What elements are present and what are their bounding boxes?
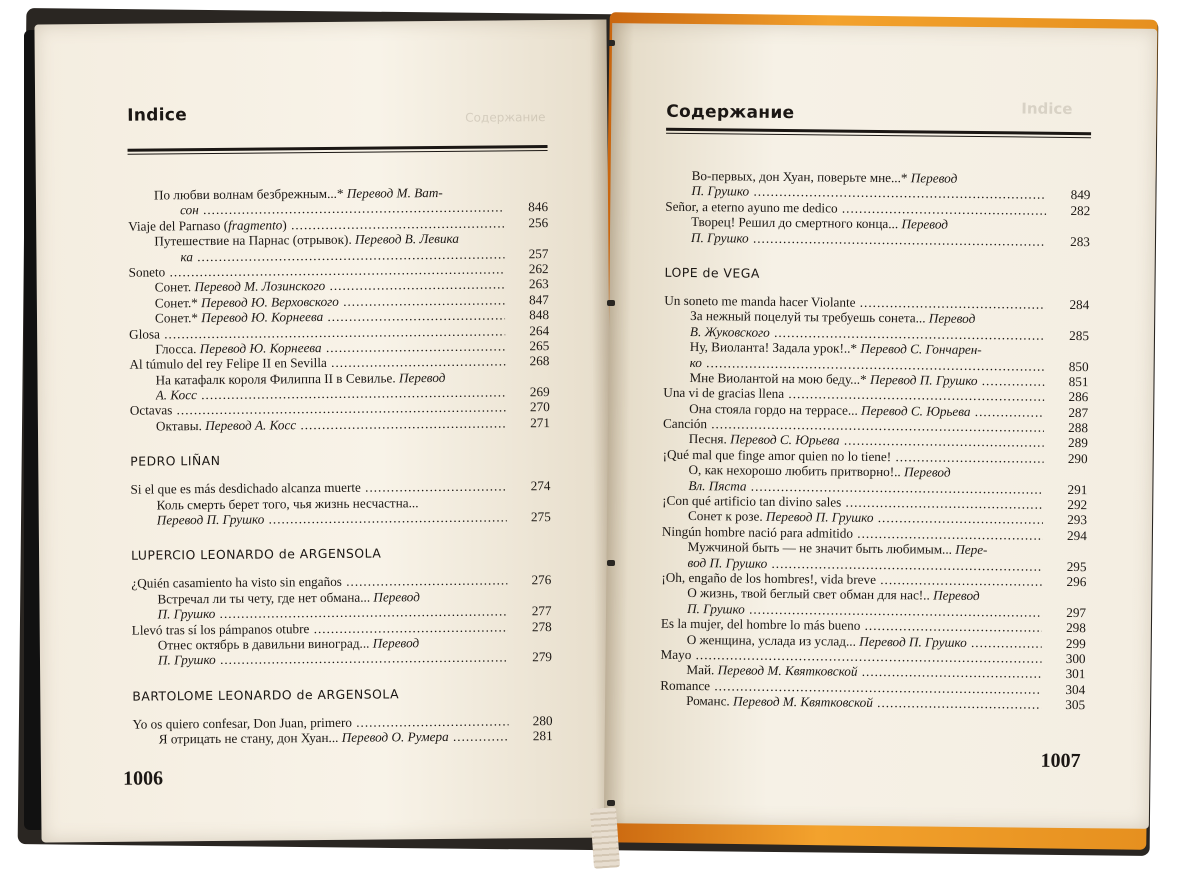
toc-entry-page-number: 850 [1049,358,1089,374]
toc-entry-page-number: 274 [510,478,550,494]
toc-entry-page-number: 294 [1047,528,1087,544]
toc-entry-text: Una vi de gracias llena [663,385,784,401]
toc-entry-page-number: 848 [509,307,549,323]
toc-entry-translator: Перевод [929,311,976,326]
toc-entry-page-number: 292 [1047,497,1087,513]
toc-entry-text: Сонет к розе. [688,508,766,524]
toc-entry-text: О жизнь, твой беглый свет обман для нас!.. [687,585,933,603]
toc-entry-translator: Перевод [904,464,951,479]
toc-entry-page-number: 279 [512,649,552,665]
toc-entry-page-number: 290 [1048,451,1088,467]
toc-entry-text: О, как нехорошо любить притворно!.. [688,462,904,479]
toc-entry-page-number: 295 [1046,558,1086,574]
toc-entry-translator: П. Грушко [691,230,749,246]
toc-entry-translator: Перевод М. Квятковской [733,694,873,710]
toc-entry-translator: Перевод Ю. Верховского [201,294,339,310]
toc-entry-translator: Перевод О. Румера [342,729,449,745]
toc-entry-translator: Перевод П. Грушко [157,512,265,528]
toc-entry-text: За нежный поцелуй ты требуешь сонета... [690,308,929,325]
toc-entry-page-number: 851 [1048,374,1088,390]
toc-entry-page-number: 293 [1047,512,1087,528]
toc-entry-text: Творец! Решил до смертного конца... [691,214,902,231]
toc-entry-translator: fragmento [228,217,282,232]
toc-entry-text: Мужчиной быть — не значит быть любимым... [688,539,956,557]
toc-entry-text: Un soneto me manda hacer Violante [664,293,855,310]
toc-entry-translator: В. Жуковского [690,324,770,340]
toc-entry-text: Октавы. [156,418,205,433]
toc-entry-text: ¿Quién casamiento ha visto sin engaños [131,574,342,591]
binding-stitch [607,300,615,306]
toc-entry [133,728,553,747]
author-section-title: LOPE de VEGA [664,263,1089,287]
toc-entry-text: Мне Виолантой на мою беду...* [689,370,870,387]
toc-entry-translator: Перевод [373,589,420,604]
toc-entry-translator: Перевод Ю. Корнеева [201,309,323,325]
toc-entry-text: О женщина, услада из услад... [687,632,860,649]
toc-entry-translator: Перевод [399,370,446,385]
toc-entry-page-number: 264 [509,323,549,339]
toc-entry-translator: П. Грушко [687,601,745,617]
toc-entry-text: Коль смерть берет того, чья жизнь несчастна... [157,495,419,512]
author-section-title: LUPERCIO LEONARDO de ARGENSOLA [131,542,551,566]
toc-entry-translator: Перевод [901,216,948,231]
toc-entry-translator: Перевод [911,170,958,185]
toc-entry-text: Es la mujer, del hombre lo más bueno [661,616,861,633]
toc-entry-translator: сон [180,202,199,217]
toc-entry-text: Май. [686,662,717,677]
toc-entry-page-number: 286 [1048,389,1088,405]
toc-entry-page-number: 298 [1046,620,1086,636]
toc-entry-text: Llevó tras sí los pámpanos otubre [132,621,310,638]
toc-entry-text: Yo os quiero confesar, Don Juan, primero [132,715,351,732]
toc-entry-translator: Перевод [373,635,420,650]
toc-entry-title [159,729,509,747]
toc-entry-text: Viaje del Parnaso ( [128,218,228,234]
toc-entry-page-number: 283 [1050,233,1090,249]
toc-entry-text: Путешествие на Парнас (отрывок). [154,232,355,249]
toc-entry-text: На катафалк короля Филиппа II в Севилье. [155,370,399,387]
toc-entry-title [156,415,506,433]
toc-entry-translator: Перевод С. Гончарен- [860,341,982,357]
toc-entry-text: Señor, a eterno ayuno me dedico [665,199,837,216]
toc-entry-translator: Перевод [933,588,980,603]
toc-entry-text: Глосса. [155,341,200,356]
toc-entry-text: Я отрицать не стану, дон Хуан... [159,730,342,747]
toc-entry-translator: Перевод М. Ват- [347,185,443,201]
toc-entry-page-number: 276 [511,572,551,588]
left-toc [128,184,553,747]
toc-entry-translator: П. Грушко [158,652,216,668]
toc-entry-page-number: 280 [512,713,552,729]
toc-entry-text: Romance [660,677,710,693]
toc-entry-text: Canción [663,416,707,431]
toc-entry-page-number: 284 [1049,297,1089,313]
toc-entry-text: ¡Oh, engaño de los hombres!, vida breve [661,570,876,587]
toc-entry-page-number: 849 [1050,187,1090,203]
show-through-text: Indice [1021,99,1072,118]
toc-entry-page-number: 269 [510,384,550,400]
toc-entry-translator: Пере- [955,542,987,557]
toc-entry-page-number: 847 [509,292,549,308]
toc-entry-page-number: 263 [509,276,549,292]
toc-entry-page-number: 296 [1046,574,1086,590]
toc-entry-text: Al túmulo del rey Felipe II en Sevilla [129,355,327,372]
show-through-text: Содержание [465,110,545,125]
toc-entry-page-number: 304 [1045,681,1085,697]
toc-entry-title [157,509,507,527]
toc-entry-text: Octavas [130,403,173,418]
toc-entry-page-number: 305 [1045,697,1085,713]
toc-entry-page-number: 270 [510,399,550,415]
toc-entry-translator: Вл. Пяста [688,478,746,494]
toc-entry-page-number: 285 [1049,327,1089,343]
toc-entry-translator: вод П. Грушко [687,555,767,571]
toc-entry-page-number: 846 [508,199,548,215]
right-folio: 1007 [1040,750,1080,773]
toc-entry-translator: А. Косс [156,387,197,402]
left-page [34,20,613,843]
toc-entry-tail: ) [282,217,287,232]
author-section-title: PEDRO LIÑAN [130,448,550,472]
toc-entry-text: Soneto [129,264,166,279]
toc-entry-page-number: 271 [510,415,550,431]
toc-entry-text: По любви волнам безбрежным...* [154,186,347,203]
toc-entry-text: ¡Qué mal que finge amor quien no lo tiene! [663,447,892,464]
toc-entry-text: Si el que es más desdichado alcanza muerte [130,480,360,497]
toc-entry-page-number: 277 [512,603,552,619]
toc-entry-page-number: 281 [513,728,553,744]
toc-entry-page-number: 256 [508,215,548,231]
toc-entry-title [686,693,1041,712]
toc-entry-translator: ко [690,355,702,370]
toc-entry-text: Сонет. [155,279,195,294]
toc-entry-text: Отнес октябрь в давильни виноград... [158,636,373,653]
toc-entry-text: Встречал ли ты чету, где нет обмана... [157,589,373,606]
toc-entry-text: ¡Con qué artificio tan divino sales [662,493,841,510]
toc-entry-translator: Перевод П. Грушко [859,633,967,649]
toc-entry-translator: Перевод А. Косс [205,417,296,433]
toc-entry-translator: Перевод М. Квятковской [718,663,858,679]
toc-entry-translator: Перевод Ю. Корнеева [200,340,322,356]
toc-entry-translator: Перевод П. Грушко [870,372,978,388]
toc-entry-translator: Перевод В. Левика [355,231,459,247]
toc-entry-text: Mayo [661,647,692,662]
toc-entry-text: Романс. [686,693,733,708]
toc-entry-title [158,650,508,668]
toc-entry-text: Ну, Виоланта! Задала урок!..* [690,339,861,356]
toc-entry-translator: П. Грушко [158,606,216,622]
toc-entry-translator: Перевод С. Юрьева [861,402,971,418]
toc-entry-page-number: 297 [1046,605,1086,621]
toc-entry-text: Ningún hombre nació para admitido [662,524,853,541]
right-toc [660,168,1091,713]
toc-entry-page-number: 299 [1046,635,1086,651]
toc-entry-page-number: 257 [508,246,548,262]
toc-entry-page-number: 287 [1048,404,1088,420]
toc-entry-page-number: 278 [512,619,552,635]
toc-entry-page-number: 300 [1045,651,1085,667]
toc-entry-page-number: 265 [509,338,549,354]
binding-stitch [607,560,615,566]
toc-entry-page-number: 282 [1050,203,1090,219]
toc-entry-page-number: 291 [1047,481,1087,497]
toc-entry-text: Glosa [129,326,160,341]
toc-entry-page-number: 268 [509,353,549,369]
toc-entry-translator: Перевод С. Юрьева [730,432,840,448]
author-section-title: BARTOLOME LEONARDO de ARGENSOLA [132,683,552,707]
left-page-header: Indice [127,105,187,126]
toc-entry-translator: Перевод П. Грушко [766,509,874,525]
right-page-header: Содержание [666,102,794,123]
toc-entry-text: Она стояла гордо на террасе... [689,401,861,418]
toc-entry-text: Сонет.* [155,295,201,310]
toc-entry-page-number: 289 [1048,435,1088,451]
toc-entry-page-number: 288 [1048,420,1088,436]
right-page [604,23,1157,829]
toc-entry-text: Песня. [689,431,730,446]
toc-entry-translator: П. Грушко [691,183,749,199]
toc-entry-translator: ка [180,249,193,264]
toc-entry-page-number: 275 [511,509,551,525]
toc-entry-text: Во-первых, дон Хуан, поверьте мне...* [692,168,911,185]
toc-entry-page-number: 301 [1045,666,1085,682]
toc-entry-text: Сонет.* [155,310,201,325]
left-folio: 1006 [123,767,163,790]
toc-entry [660,693,1085,713]
toc-entry-translator: Перевод М. Лозинского [194,278,325,294]
bookmark-ribbon [590,807,620,869]
binding-stitch [607,800,615,806]
binding-stitch [607,40,615,46]
toc-entry-page-number: 262 [509,261,549,277]
